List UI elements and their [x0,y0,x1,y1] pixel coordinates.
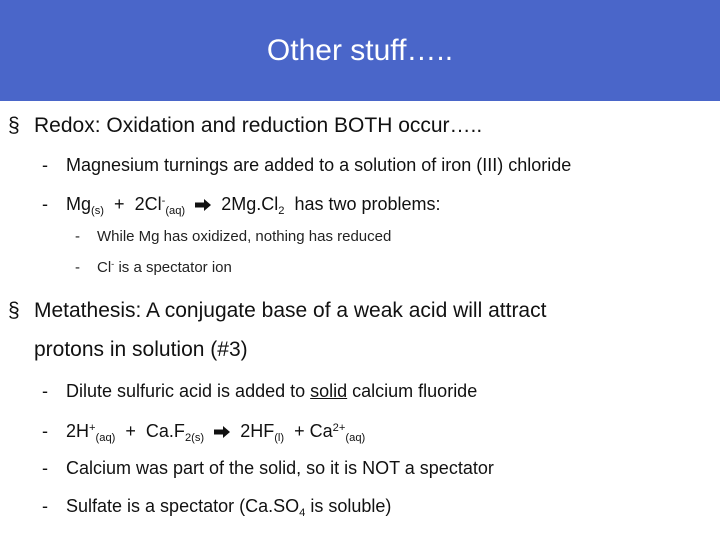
redox-equation: $Mg_{(s)} + 2Cl^-_{(aq)}$ $2Mg.Cl_2$ has two problems: [66,194,441,217]
metathesis-equation: $2H^+_{(aq)} + Ca.F_{2(s)}$ $2HF_{(l)} + Ca^{2+}_{(aq)}$ [66,421,366,444]
reaction-arrow-icon [213,425,231,439]
calcium-text: Calcium was part of the solid, so it is NOT a spectator [66,458,494,478]
bullet-level2-metathesis-equation [42,420,366,444]
bullet-level1-redox [8,113,483,139]
dash-marker: - [42,194,48,214]
dash-marker: - [42,496,48,516]
redox-heading: Redox: Oxidation and reduction BOTH occur….. [34,114,483,137]
dash-marker: - [75,259,80,276]
sulfuric-acid-text: Dilute sulfuric acid is added to solid calcium fluoride [66,381,478,401]
bullet-level3-mg-oxidized [75,228,392,246]
bullet-level2-magnesium [42,154,572,176]
spectator-ion-text: Cl- is a spectator ion [97,258,232,276]
dash-marker: - [42,381,48,401]
dash-marker: - [75,228,80,245]
dash-marker: - [42,458,48,478]
reaction-arrow-icon [194,198,212,212]
mg-oxidized-text: While Mg has oxidized, nothing has reduced [97,228,392,245]
dash-marker: - [42,155,48,175]
magnesium-text: Magnesium turnings are added to a solution of iron (III) chloride [66,155,572,175]
dash-marker: - [42,421,48,441]
bullet-level1-metathesis [8,298,547,324]
bullet-level3-spectator [75,258,232,277]
bullet-marker: § [8,299,20,322]
title-bar [0,0,720,101]
bullet-level2-sulfate [42,495,392,519]
slide-title: Other stuff….. [266,34,454,67]
sulfate-text: Sulfate is a spectator ($Ca.SO_4$ is soluble) [66,496,392,519]
bullet-marker: § [8,114,20,137]
bullet-level2-calcium [42,457,494,479]
metathesis-heading-line1: Metathesis: A conjugate base of a weak acid will attract [34,299,547,322]
metathesis-heading-line2: protons in solution (#3) [34,338,248,361]
bullet-level2-redox-equation [42,193,441,217]
bullet-level2-sulfuric [42,380,478,402]
